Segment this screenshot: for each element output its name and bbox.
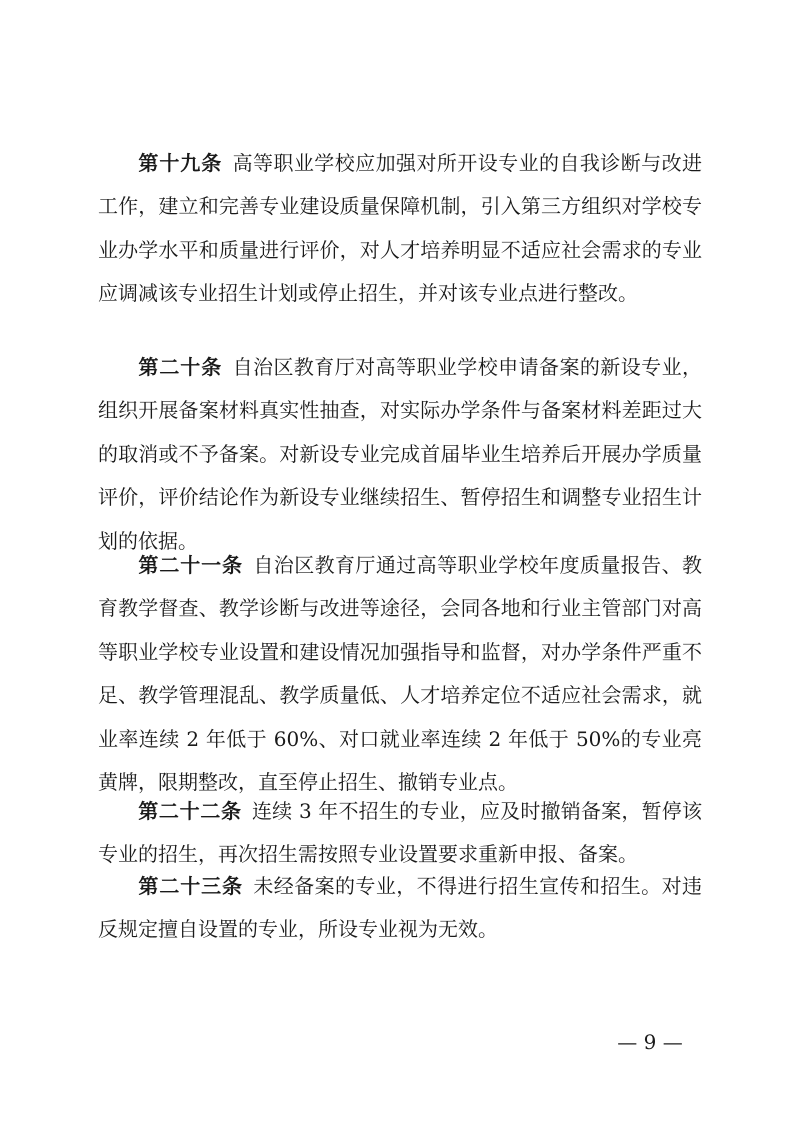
- article-20-heading: 第二十条: [138, 355, 223, 379]
- page-number: — 9 —: [617, 1030, 683, 1054]
- article-23-heading: 第二十三条: [138, 874, 243, 898]
- article-23-body: 未经备案的专业，不得进行招生宣传和招生。对违反规定擅自设置的专业，所设专业视为无效。: [98, 874, 703, 942]
- article-19-heading: 第十九条: [138, 151, 223, 175]
- article-21-body: 自治区教育厅通过高等职业学校年度质量报告、教育教学督查、教学诊断与改进等途径，会同各地和行业主管部门对高等职业学校专业设置和建设情况加强指导和监督，对办学条件严重不足、教学管理混乱、教学质量低、人才培养定位不适应社会需求，就业率连续 2 年低于 60%、对口就业率连续 2 年低于 50%的专业亮黄牌，限期整改，直至停止招生、撤销专业点。: [98, 553, 703, 795]
- article-22-body: 连续 3 年不招生的专业，应及时撤销备案，暂停该专业的招生，再次招生需按照专业设置要求重新申报、备案。: [98, 799, 703, 867]
- article-22: [98, 790, 702, 877]
- article-19: [98, 142, 702, 316]
- article-20-body: 自治区教育厅对高等职业学校申请备案的新设专业，组织开展备案材料真实性抽查，对实际办学条件与备案材料差距过大的取消或不予备案。对新设专业完成首届毕业生培养后开展办学质量评价，评价结论作为新设专业继续招生、暂停招生和调整专业招生计划的依据。: [98, 355, 703, 553]
- article-20: [98, 346, 702, 563]
- article-23: [98, 865, 702, 952]
- article-21: [98, 544, 702, 804]
- article-19-body: 高等职业学校应加强对所开设专业的自我诊断与改进工作，建立和完善专业建设质量保障机制，引入第三方组织对学校专业办学水平和质量进行评价，对人才培养明显不适应社会需求的专业应调减该专业招生计划或停止招生，并对该专业点进行整改。: [98, 151, 703, 306]
- article-22-heading: 第二十二条: [138, 799, 242, 823]
- article-21-heading: 第二十一条: [138, 553, 243, 577]
